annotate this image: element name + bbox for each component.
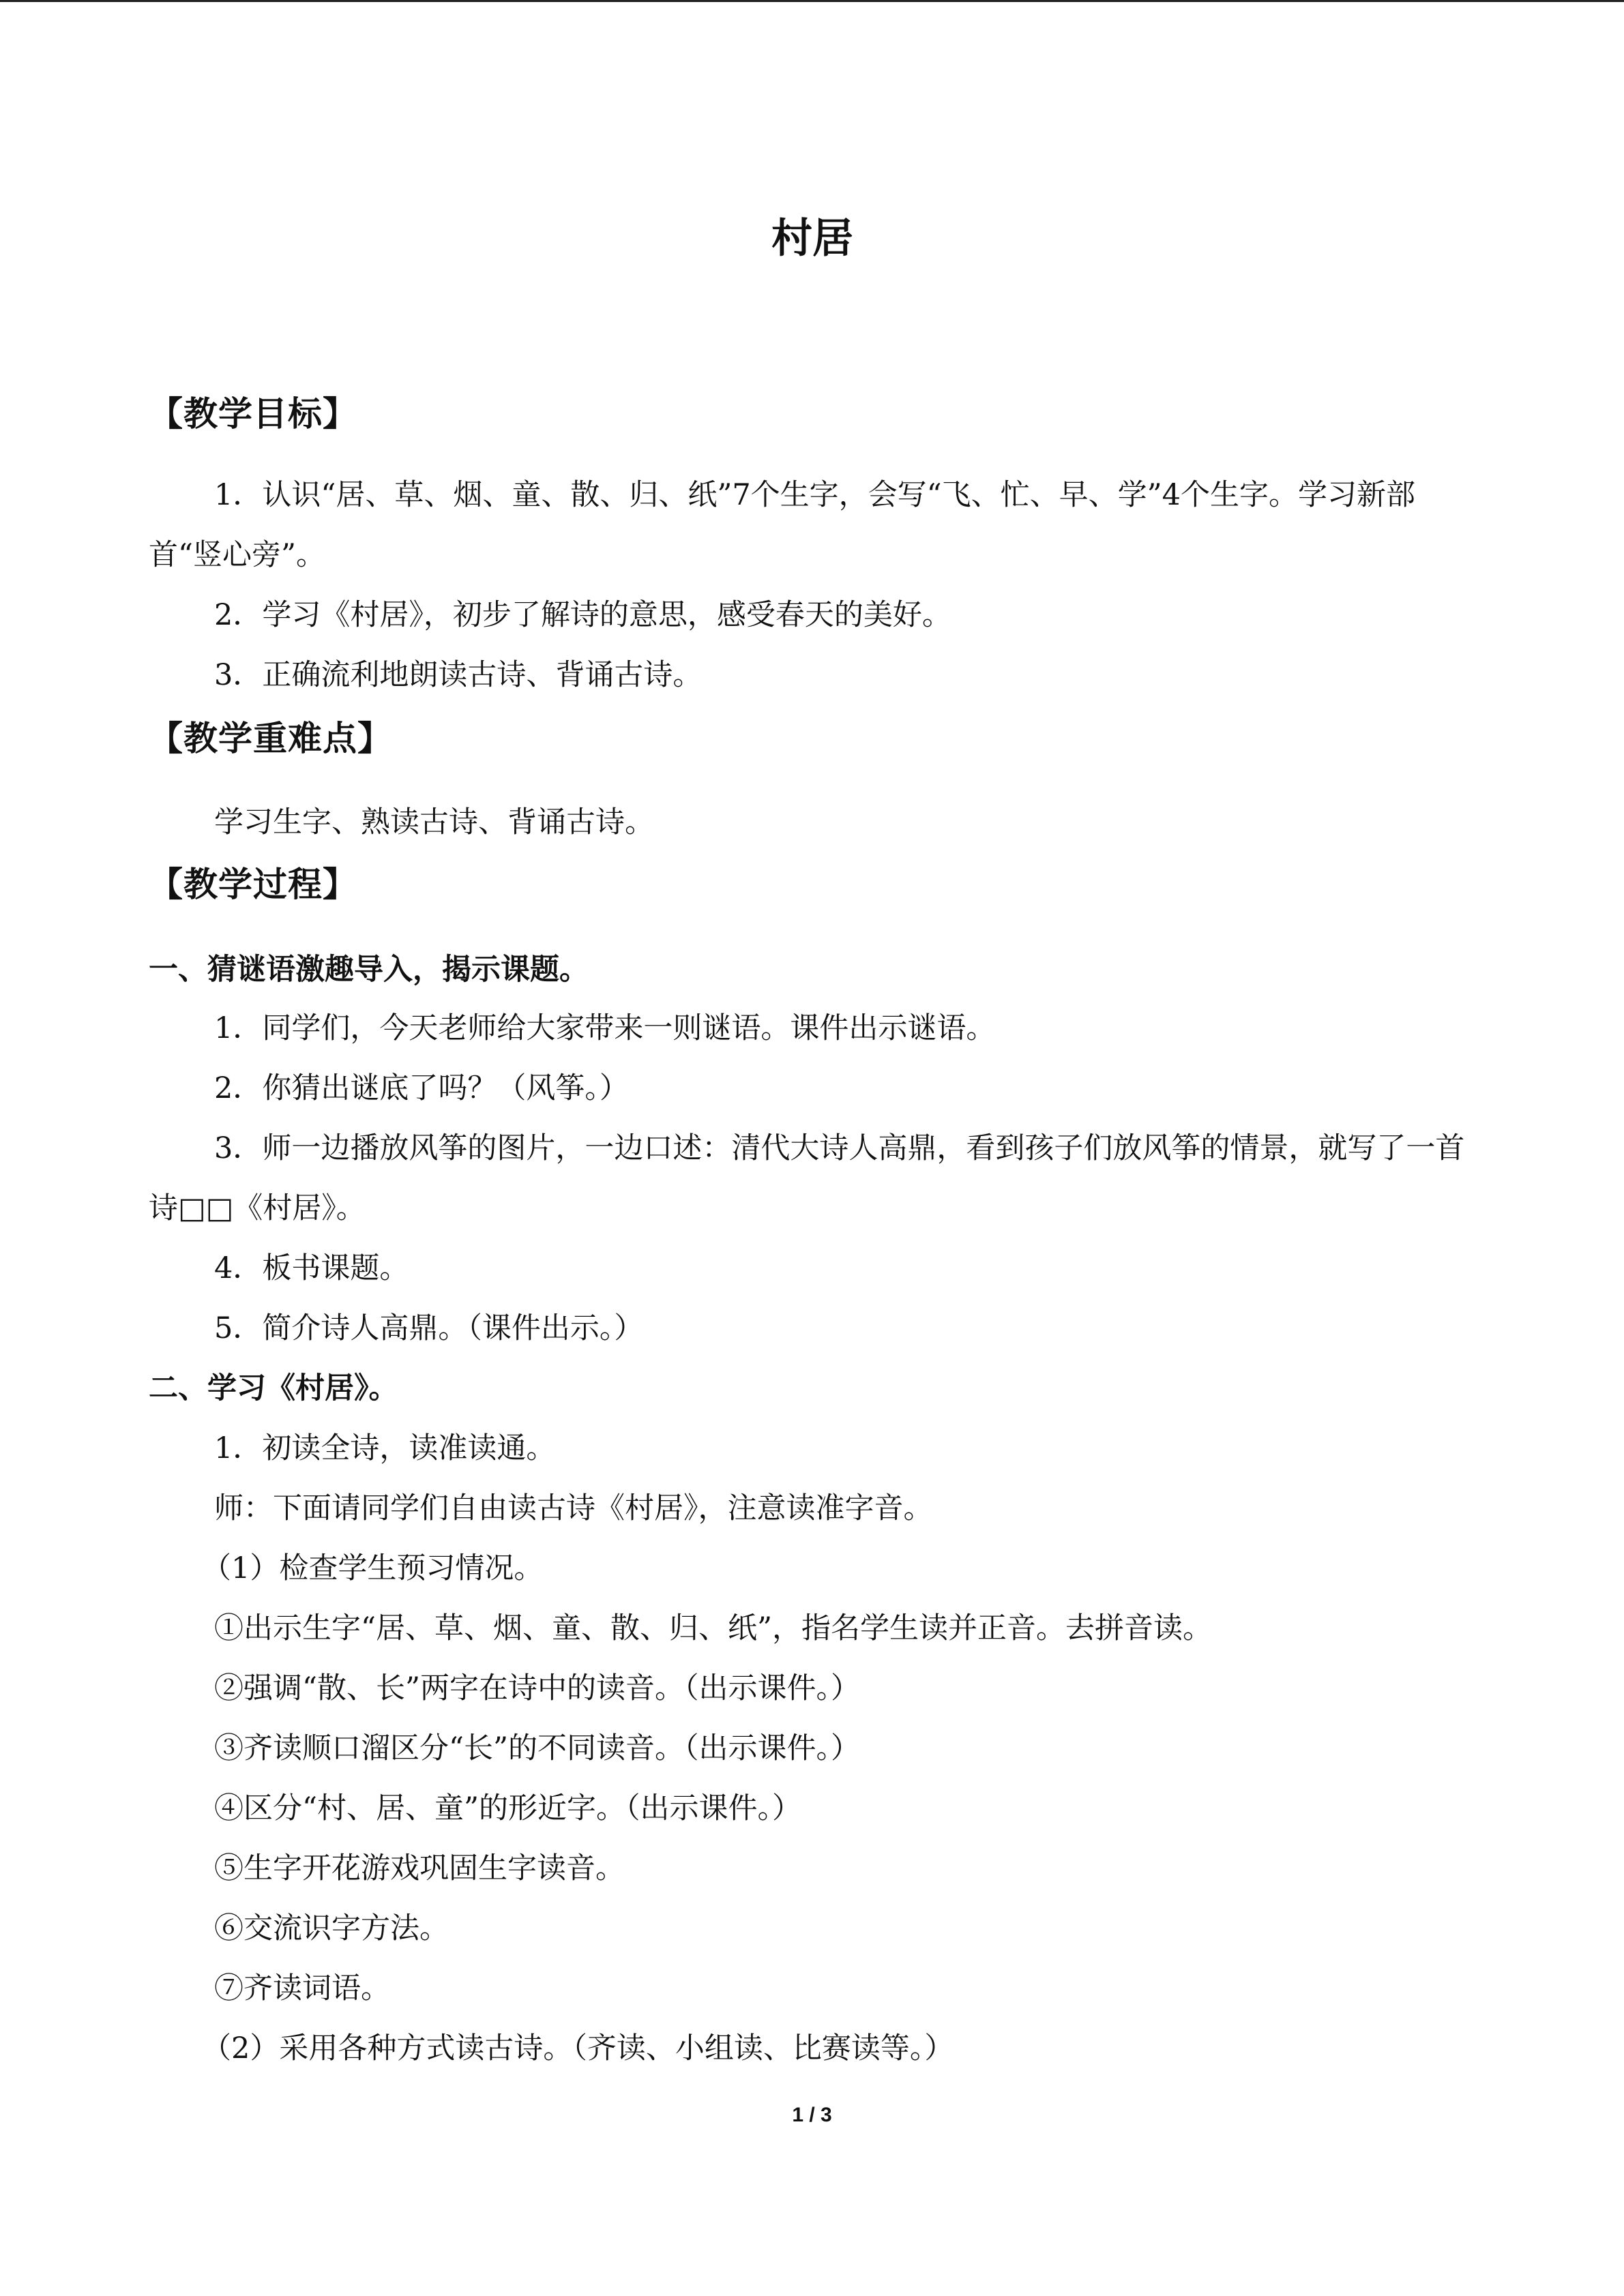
part2-item-10: ⑦齐读词语。 xyxy=(214,1971,390,2006)
part1-item-5: 5．简介诗人高鼎。（课件出示。） xyxy=(214,1311,644,1345)
goal-item-3: 3．正确流利地朗读古诗、背诵古诗。 xyxy=(214,658,703,692)
heading-goals: 【教学目标】 xyxy=(149,394,357,434)
goal-item-2: 2．学习《村居》，初步了解诗的意思，感受春天的美好。 xyxy=(214,598,951,632)
document-title: 村居 xyxy=(771,215,853,263)
page-number: 1 / 3 xyxy=(792,2104,832,2126)
process-part1-title: 一、猜谜语激趣导入，揭示课题。 xyxy=(149,953,589,987)
part1-item-3: 3．师一边播放风筝的图片，一边口述：清代大诗人高鼎，看到孩子们放风筝的情景，就写了一首诗□□《村居》。 xyxy=(149,1131,1465,1225)
part2-item-5: ②强调“散、长”两字在诗中的读音。（出示课件。） xyxy=(214,1671,860,1705)
part2-item-9: ⑥交流识字方法。 xyxy=(214,1911,449,1945)
part2-item-7: ④区分“村、居、童”的形近字。（出示课件。） xyxy=(214,1791,801,1825)
part2-item-1: 1．初读全诗，读准读通。 xyxy=(214,1431,556,1465)
part1-item-2: 2．你猜出谜底了吗？（风筝。） xyxy=(214,1071,629,1105)
part2-item-4: ①出示生字“居、草、烟、童、散、归、纸”，指名学生读并正音。去拼音读。 xyxy=(214,1611,1212,1645)
part1-item-4: 4．板书课题。 xyxy=(214,1251,409,1285)
goal-item-1: 1．认识“居、草、烟、童、散、归、纸”7个生字，会写“飞、忙、早、学”4个生字。学习新部首“竖心旁”。 xyxy=(149,478,1416,572)
part2-item-8: ⑤生字开花游戏巩固生字读音。 xyxy=(214,1851,625,1885)
heading-keypoints: 【教学重难点】 xyxy=(149,719,392,758)
part1-item-1: 1．同学们，今天老师给大家带来一则谜语。课件出示谜语。 xyxy=(214,1011,996,1045)
top-border-line xyxy=(0,0,1624,2)
part2-item-6: ③齐读顺口溜区分“长”的不同读音。（出示课件。） xyxy=(214,1731,860,1765)
keypoints-text: 学习生字、熟读古诗、背诵古诗。 xyxy=(214,805,654,839)
heading-process: 【教学过程】 xyxy=(149,865,357,904)
process-part2-title: 二、学习《村居》。 xyxy=(149,1371,398,1405)
part2-item-11: （2）采用各种方式读古诗。（齐读、小组读、比赛读等。） xyxy=(202,2031,954,2066)
part2-item-3: （1）检查学生预习情况。 xyxy=(202,1551,544,1585)
part2-item-2: 师：下面请同学们自由读古诗《村居》，注意读准字音。 xyxy=(214,1491,933,1525)
